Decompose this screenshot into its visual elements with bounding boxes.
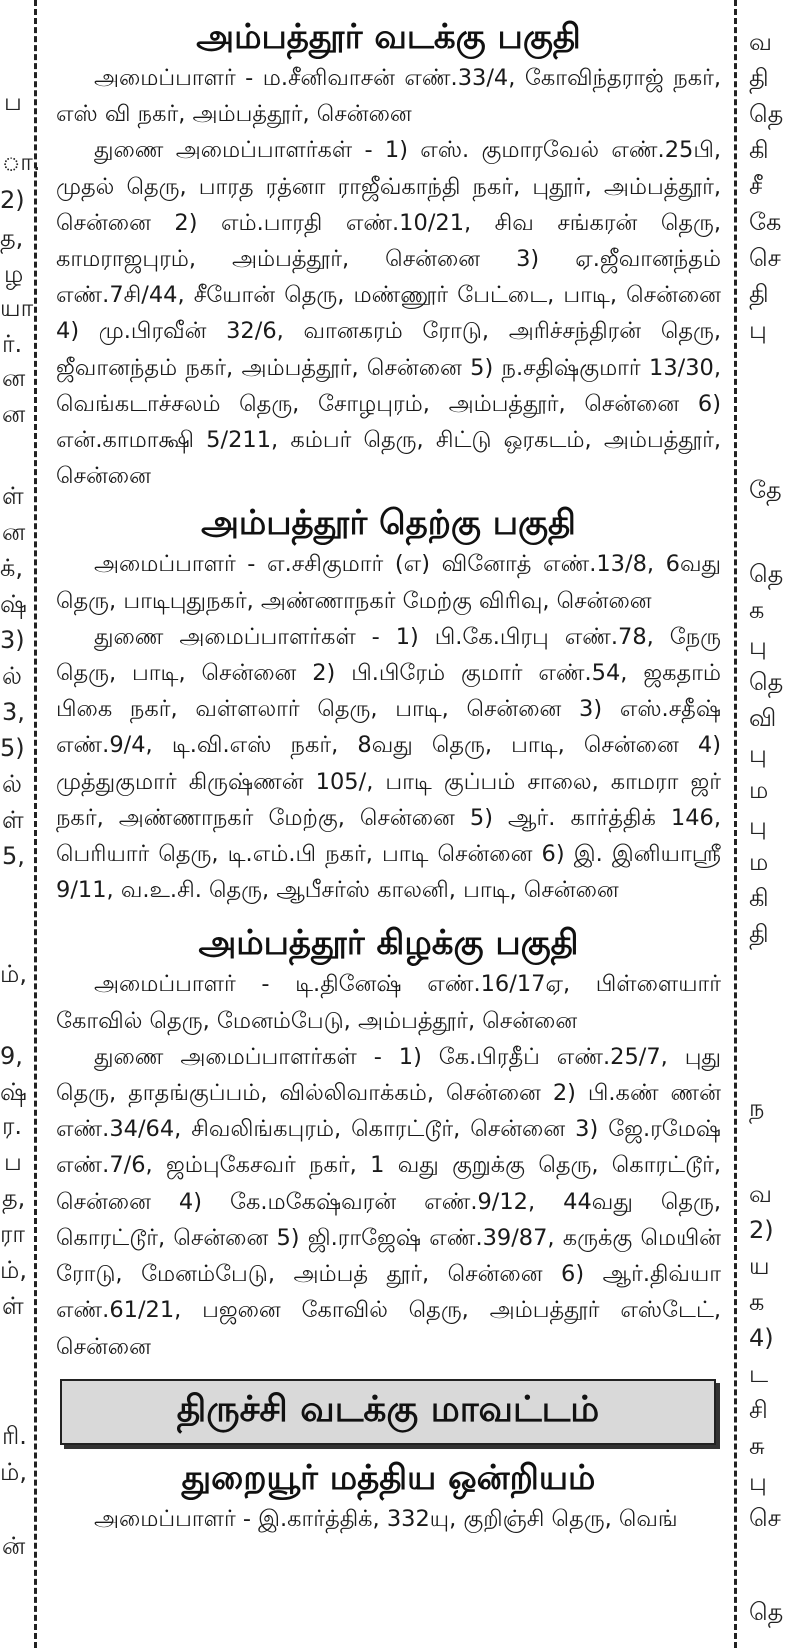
district-banner <box>60 1379 716 1445</box>
right-fragment: கே <box>749 208 782 236</box>
right-fragment: வ <box>749 1180 772 1208</box>
left-fragment: ப <box>4 88 22 116</box>
right-fragment: கி <box>749 884 769 912</box>
left-fragment: ஷ் <box>0 590 27 618</box>
section-title-ambattur-south: அம்பத்தூர் தெற்கு பகுதி <box>201 503 576 544</box>
left-fragment: ள் <box>2 482 24 510</box>
left-fragment: 3) <box>0 626 25 654</box>
left-fragment: த, <box>2 1184 26 1212</box>
left-fragment: ரா <box>0 1220 25 1248</box>
right-column-divider <box>734 0 737 1648</box>
left-fragment: 3, <box>2 698 25 726</box>
right-fragment: ந <box>749 1094 765 1122</box>
right-fragment: க <box>749 1288 765 1316</box>
left-fragment: ம், <box>0 960 27 988</box>
right-fragment: தி <box>749 280 769 308</box>
left-fragment: ம், <box>0 1256 27 1284</box>
coordinator-paragraph: அமைப்பாளர் - டி.தினேஷ் எண்.16/17ஏ, பிள்ளையார் கோவில் தெரு, மேனம்பேடு, அம்பத்தூர், சென்னை <box>56 971 721 1034</box>
coordinator-paragraph: அமைப்பாளர் - ம.சீனிவாசன் எண்.33/4, கோவிந்தராஜ் நகர், எஸ் வி நகர், அம்பத்தூர், சென்னை <box>56 65 721 128</box>
left-fragment: ன <box>2 518 26 546</box>
left-fragment: ரி. <box>2 1422 27 1450</box>
right-fragment: கி <box>749 136 769 164</box>
left-fragment: ர். <box>2 330 23 358</box>
deputy-coordinators-paragraph: துணை அமைப்பாளர்கள் - 1) பி.கே.பிரபு எண்.78, நேரு தெரு, பாடி, சென்னை 2) பி.பிரேம் குமார் எண்.54, ஜகதாம் பிகை நகர், வள்ளலார் தெரு, பாடி, சென்னை 3) எஸ்.சதீஷ் எண்.9/4, டி.வி.எஸ் நகர், 8வது தெரு, பாடி, சென்னை 4) முத்துகுமார் கிருஷ்ணன் 105/, பாடி குப்பம் சாலை, காமரா ஜர் நகர், அண்ணாநகர் மேற்கு, சென்னை 5) ஆர். கார்த்திக் 146, பெரியார் தெரு, டி.எம்.பி நகர், பாடி சென்னை 6) இ. இனியாஸ்ரீ 9/11, வ.உ.சி. தெரு, ஆபீசர்ஸ் காலனி, பாடி, சென்னை <box>56 623 721 904</box>
left-fragment: ர. <box>2 1112 23 1140</box>
right-fragment: பு <box>749 740 767 768</box>
right-fragment: 4) <box>749 1324 774 1352</box>
right-fragment: வி <box>749 704 777 732</box>
right-fragment: தெ <box>749 1598 784 1626</box>
deputy-coordinators-paragraph: துணை அமைப்பாளர்கள் - 1) கே.பிரதீப் எண்.25/7, புது தெரு, தாதங்குப்பம், வில்லிவாக்கம், சென்னை 2) பி.கண் ணன் எண்.34/64, சிவலிங்கபுரம், கொரட்டூர், சென்னை 3) ஜே.ரமேஷ் எண்.7/6, ஜம்புகேசவர் நகர், 1 வது குறுக்கு தெரு, கொரட்டூர், சென்னை 4) கே.மகேஷ்வரன் எண்.9/12, 44வது தெரு, கொரட்டூர், சென்னை 5) ஜி.ராஜேஷ் எண்.39/87, கருக்கு மெயின் ரோடு, மேனம்பேடு, அம்பத் தூர், சென்னை 6) ஆர்.திவ்யா எண்.61/21, பஜனை கோவில் தெரு, அம்பத்தூர் எஸ்டேட், சென்னை <box>56 1043 721 1360</box>
left-fragment: யா <box>0 294 34 322</box>
left-fragment: ன <box>2 364 26 392</box>
right-fragment: சி <box>749 1396 768 1424</box>
coordinator-paragraph: அமைப்பாளர் - இ.கார்த்திக், 332யு, குறிஞ்சி தெரு, வெங் <box>94 1505 678 1532</box>
left-fragment: 9, <box>0 1042 23 1070</box>
left-fragment: த, <box>0 224 24 252</box>
right-fragment: வ <box>749 28 772 56</box>
left-fragment: 2) <box>0 186 25 214</box>
right-fragment: தெ <box>749 560 784 588</box>
right-fragment: தி <box>749 64 769 92</box>
right-fragment: தி <box>749 920 769 948</box>
right-fragment: பு <box>749 812 767 840</box>
left-fragment: 5) <box>0 734 25 762</box>
right-fragment: தெ <box>749 100 784 128</box>
right-fragment: பு <box>749 316 767 344</box>
section-title-thuraiyur-central-union: துறையூர் மத்திய ஒன்றியம் <box>181 1457 596 1498</box>
right-fragment: செ <box>749 1504 781 1532</box>
right-fragment: தெ <box>749 668 784 696</box>
right-fragment: பு <box>749 632 767 660</box>
right-fragment: ய <box>749 1252 770 1280</box>
right-fragment: ம <box>749 848 769 876</box>
left-fragment: ள் <box>2 1292 24 1320</box>
section-title-ambattur-north: அம்பத்தூர் வடக்கு பகுதி <box>196 17 581 57</box>
left-fragment: 5, <box>2 842 25 870</box>
left-fragment: ா. <box>2 148 41 176</box>
right-fragment: ட <box>749 1360 769 1388</box>
left-fragment: ல் <box>2 662 22 690</box>
left-fragment: ம், <box>0 1458 27 1486</box>
right-fragment: தே <box>749 476 782 504</box>
right-fragment: 2) <box>749 1216 774 1244</box>
right-fragment: பு <box>749 1468 767 1496</box>
right-fragment: ம <box>749 776 769 804</box>
left-fragment: ழ <box>4 260 24 288</box>
right-fragment: க <box>749 596 765 624</box>
right-fragment: சு <box>749 1432 765 1460</box>
district-title: திருச்சி வடக்கு மாவட்டம் <box>176 1388 600 1430</box>
article-column <box>56 0 721 1648</box>
right-fragment: செ <box>749 244 781 272</box>
left-column-divider <box>34 0 37 1648</box>
left-fragment: ல் <box>2 770 22 798</box>
deputy-coordinators-paragraph: துணை அமைப்பாளர்கள் - 1) எஸ். குமாரவேல் எண்.25பி, முதல் தெரு, பாரத ரத்னா ராஜீவ்காந்தி நகர், புதூர், அம்பத்தூர், சென்னை 2) எம்.பாரதி எண்.10/21, சிவ சங்கரன் தெரு, காமராஜபுரம், அம்பத்தூர், சென்னை 3) ஏ.ஜீவானந்தம் எண்.7சி/44, சீயோன் தெரு, மண்ணூர் பேட்டை, பாடி, சென்னை 4) மு.பிரவீன் 32/6, வானகரம் ரோடு, அரிச்சந்திரன் தெரு, ஜீவானந்தம் நகர், அம்பத்தூர், சென்னை 5) ந.சதிஷ்குமார் 13/30, வெங்கடாச்சலம் தெரு, சோழபுரம், அம்பத்தூர், சென்னை 6) என்.காமாக்ஷி 5/211, கம்பர் தெரு, சிட்டு ஒரகடம், அம்பத்தூர், சென்னை <box>56 137 721 490</box>
left-fragment: ள் <box>2 806 24 834</box>
left-fragment: ப <box>4 1148 22 1176</box>
coordinator-paragraph: அமைப்பாளர் - எ.சசிகுமார் (எ) வினோத் எண்.13/8, 6வது தெரு, பாடிபுதுநகர், அண்ணாநகர் மேற்கு விரிவு, சென்னை <box>56 551 721 614</box>
section-title-ambattur-east: அம்பத்தூர் கிழக்கு பகுதி <box>198 923 579 964</box>
left-fragment: க், <box>0 554 23 582</box>
left-fragment: ன் <box>2 1532 26 1560</box>
left-column-cutoff <box>0 0 41 1648</box>
left-fragment: ன <box>2 400 26 428</box>
right-column-cutoff <box>745 0 800 1648</box>
left-fragment: ஷ் <box>0 1078 27 1106</box>
right-fragment: சீ <box>749 172 763 200</box>
